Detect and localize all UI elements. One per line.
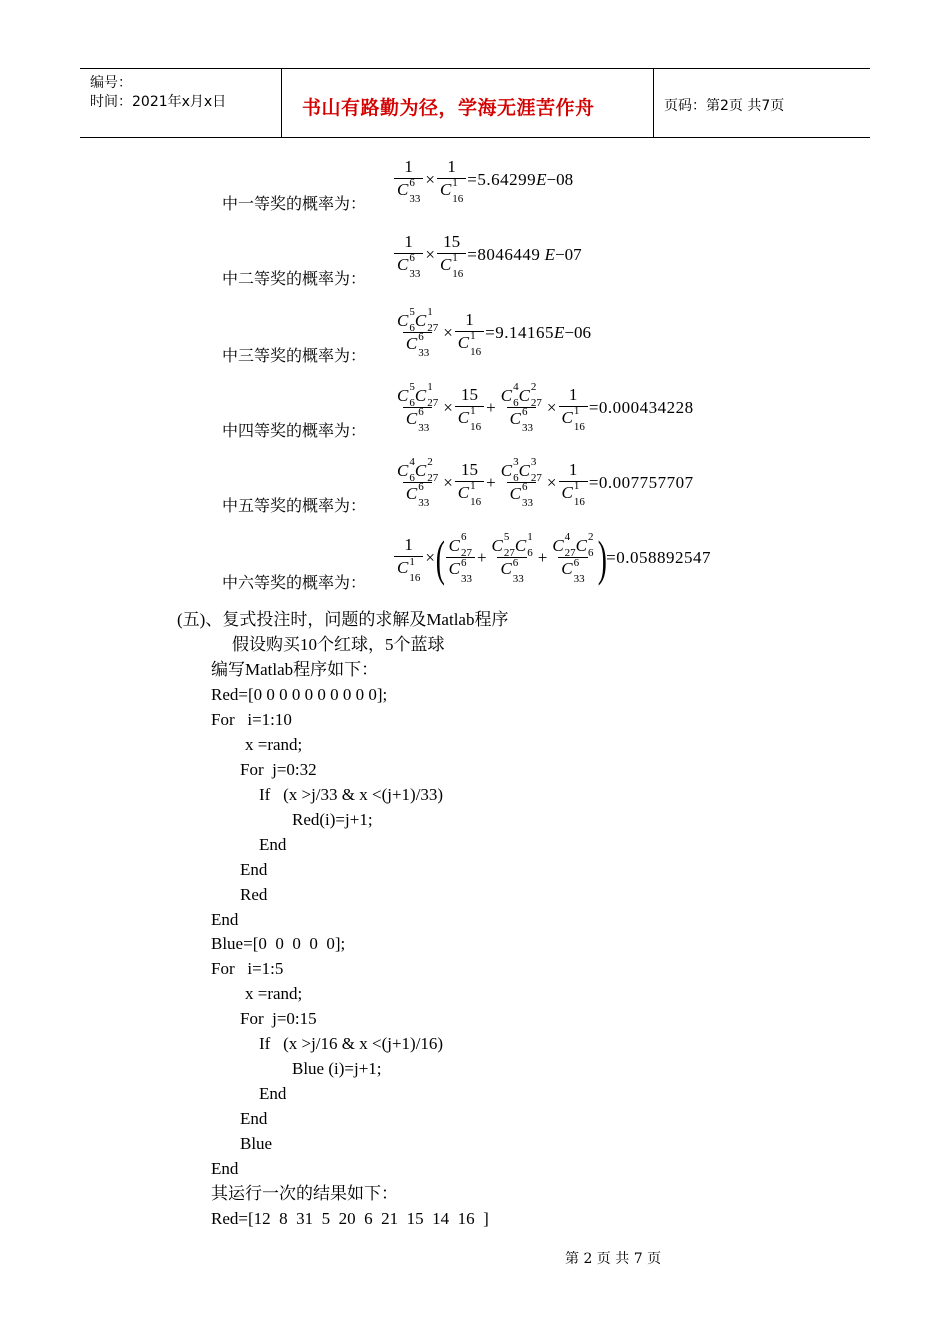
code-line: Red <box>240 885 268 904</box>
formula-2-value: =8046449 <box>467 244 541 264</box>
page-header <box>80 68 870 138</box>
code-line: Blue (i)=j+1; <box>292 1059 382 1078</box>
formula-4: C 5 6 C 1 27 C 6 33 × 15 C 1 16 + C 4 6 C 2 27 C 6 33 × 1 C 1 16 =0.000434228 <box>397 381 694 435</box>
formula-2-exp: −07 <box>555 244 582 264</box>
formula-3-exp: −06 <box>564 322 591 342</box>
date-label: 时间：2021年x月x日 <box>90 94 227 110</box>
formula-1-value: =5.64299 <box>467 169 537 189</box>
code-line: End <box>211 1159 239 1178</box>
formula-3: C 5 6 C 1 27 C 6 33 × 1 C 1 16 =9.14165 E −06 <box>397 306 591 360</box>
code-line: If (x >j/33 & x <(j+1)/33) <box>259 785 444 804</box>
code-line: Blue <box>240 1134 273 1153</box>
assumption-text: 假设购买10个红球，5个蓝球 <box>232 635 445 654</box>
code-line: End <box>259 1084 287 1103</box>
formula-6: 1 C 1 16 × ( C 6 27 C 6 33 + C 5 27 C 1 6 C 6 33 + C 4 27 C 2 6 C 6 33 ) =0.058892547 <box>393 533 711 583</box>
formula-5: C 4 6 C 2 27 C 6 33 × 15 C 1 16 + C 3 6 C 3 27 C 6 33 × 1 C 1 16 =0.007757707 <box>397 456 694 510</box>
formula-5-value: =0.007757707 <box>588 472 694 492</box>
result-line: Red=[12 8 31 5 20 6 21 15 14 16 ] <box>211 1209 489 1228</box>
result-intro: 其运行一次的结果如下： <box>211 1184 398 1203</box>
prob-label-5: 中五等奖的概率为： <box>222 496 367 515</box>
code-line: For i=1:10 <box>211 710 292 729</box>
header-meta-cell <box>80 69 282 137</box>
program-intro: 编写Matlab程序如下： <box>211 660 379 679</box>
code-line: For j=0:32 <box>240 760 317 779</box>
formula-3-value: =9.14165 <box>485 322 554 342</box>
prob-label-2: 中二等奖的概率为： <box>222 269 367 288</box>
code-line: x =rand; <box>245 984 303 1003</box>
formula-1-exp: −08 <box>546 169 574 189</box>
code-line: For j=0:15 <box>240 1009 317 1028</box>
code-line: End <box>240 860 268 879</box>
page-label: 页码：第2页 共7页 <box>664 98 785 114</box>
prob-label-1: 中一等奖的概率为： <box>222 194 367 213</box>
code-line: End <box>240 1109 268 1128</box>
motto: 书山有路勤为径，学海无涯苦作舟 <box>302 97 595 119</box>
code-line: End <box>211 910 239 929</box>
number-label: 编号： <box>90 75 132 91</box>
section-title: (五)、复式投注时，问题的求解及Matlab程序 <box>177 610 509 629</box>
formula-4-value: =0.000434228 <box>588 397 694 417</box>
header-motto-cell <box>282 69 654 137</box>
code-line: If (x >j/16 & x <(j+1)/16) <box>259 1034 444 1053</box>
prob-label-4: 中四等奖的概率为： <box>222 421 367 440</box>
prob-label-3: 中三等奖的概率为： <box>222 346 367 365</box>
code-line: Red=[0 0 0 0 0 0 0 0 0 0]; <box>211 685 388 704</box>
formula-2: 1 C 6 33 × 15 C 1 16 =8046449 E −07 <box>393 233 582 276</box>
formula-6-value: =0.058892547 <box>606 548 711 567</box>
code-line: Blue=[0 0 0 0 0]; <box>211 934 346 953</box>
prob-label-6: 中六等奖的概率为： <box>222 573 367 592</box>
code-line: Red(i)=j+1; <box>292 810 373 829</box>
formula-1: 1 C 6 33 × 1 C 1 16 =5.64299 E −08 <box>393 158 573 201</box>
code-line: For i=1:5 <box>211 959 284 978</box>
page-footer: 第 2 页 共 7 页 <box>565 1251 662 1267</box>
code-line: End <box>259 835 287 854</box>
code-line: x =rand; <box>245 735 303 754</box>
header-page-cell <box>654 69 870 137</box>
